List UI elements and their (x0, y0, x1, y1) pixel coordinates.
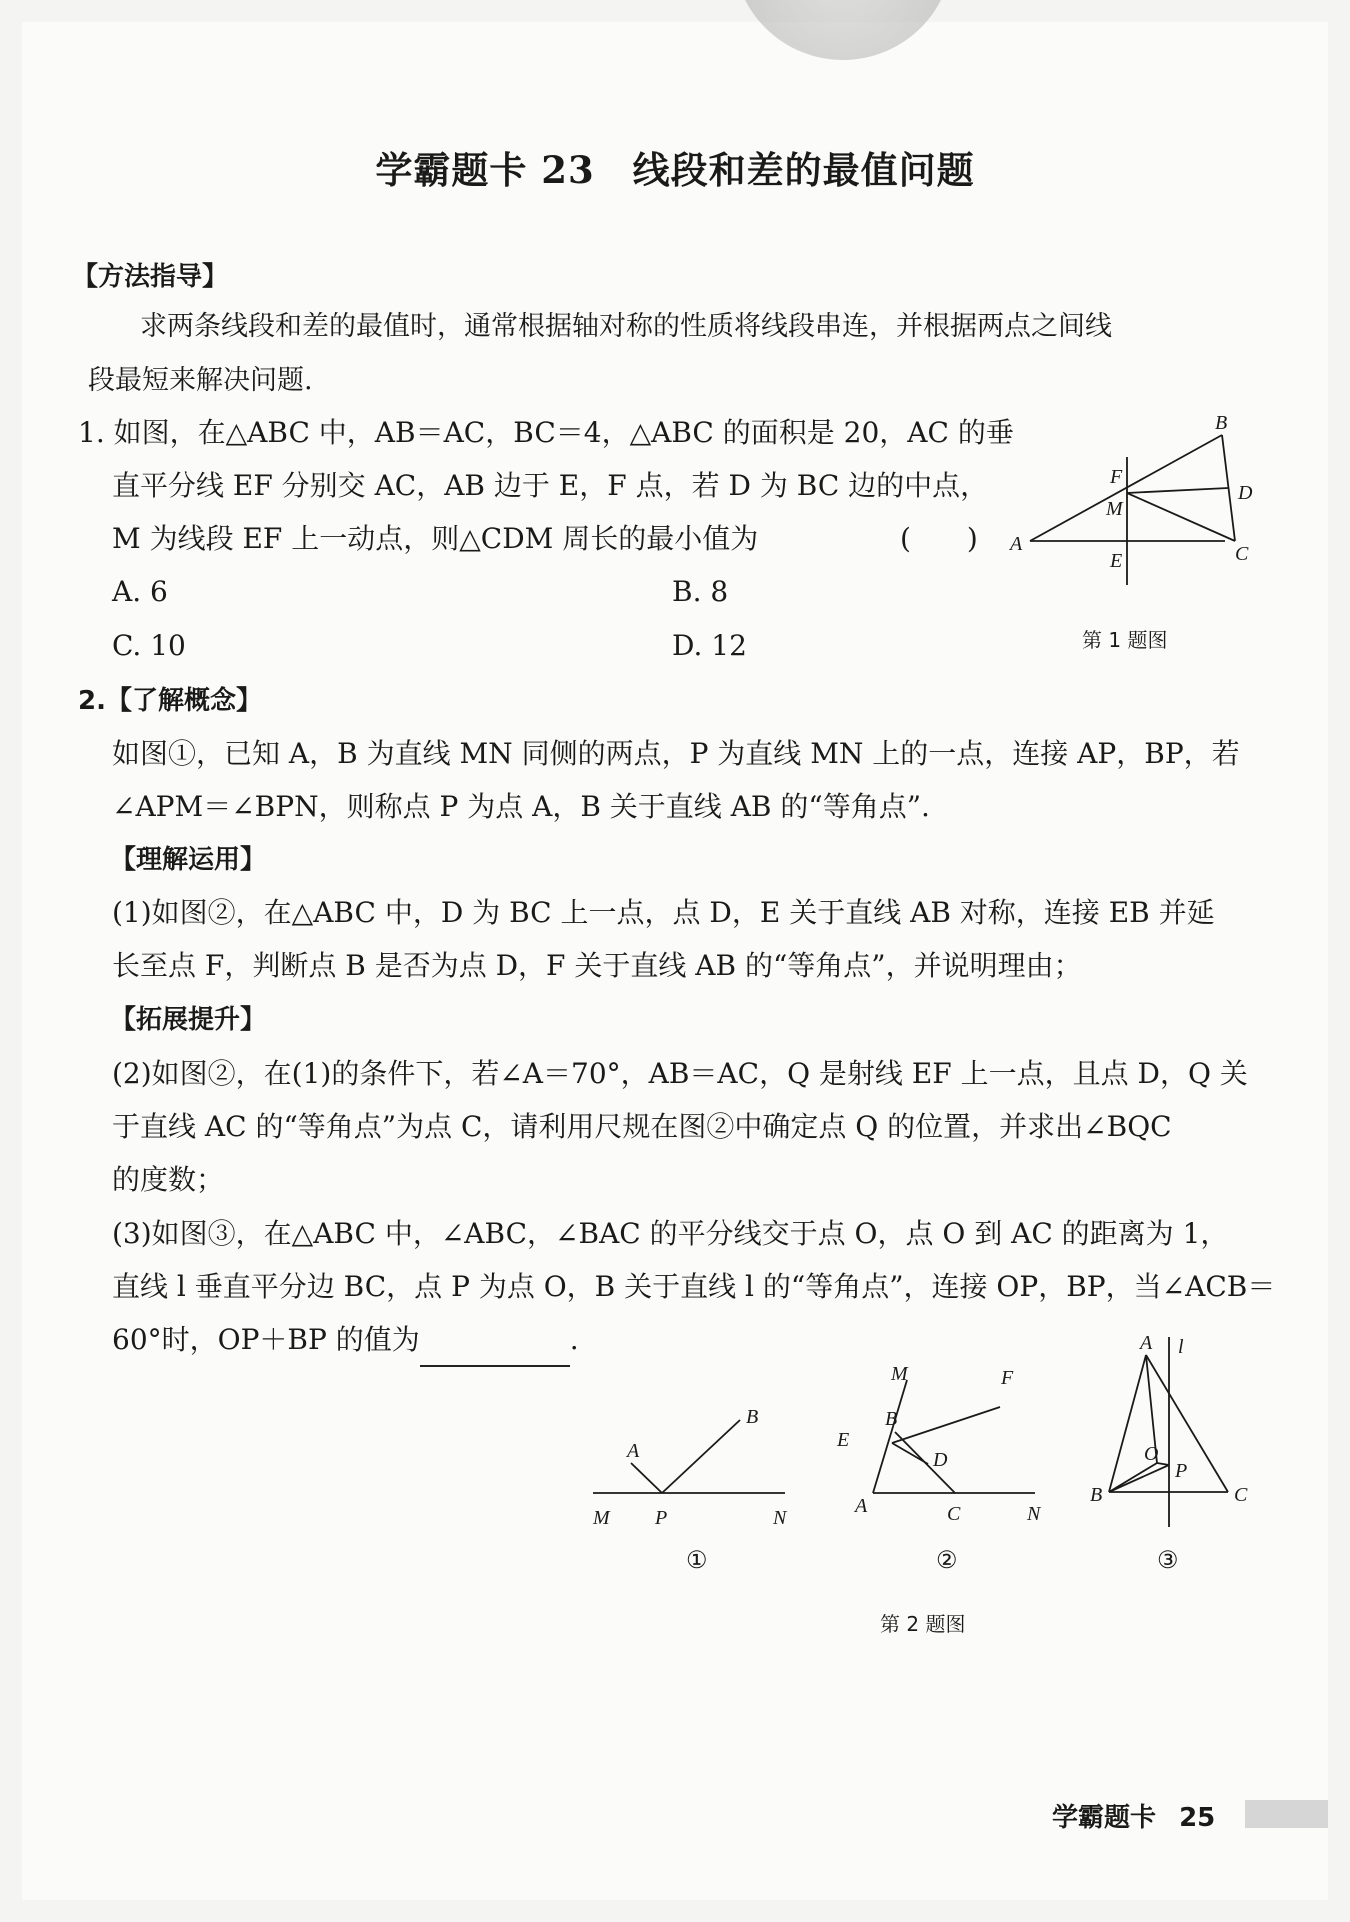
q2-concept-line-1: 如图①，已知 A，B 为直线 MN 同侧的两点，P 为直线 MN 上的一点，连接 AP，BP，若 (112, 737, 1240, 770)
q2-part1-line-1: (1)如图②，在△ABC 中，D 为 BC 上一点，点 D，E 关于直线 AB 对称，连接 EB 并延 (112, 896, 1215, 929)
q1-side-ab (1030, 435, 1222, 541)
page-footer (1052, 1797, 1215, 1834)
q2-extend-heading: 【拓展提升】 (110, 1005, 267, 1035)
q2-part3-line-1: (3)如图③，在△ABC 中，∠ABC，∠BAC 的平分线交于点 O，点 O 到 AC 的距离为 1， (112, 1217, 1229, 1250)
q2-understand-heading: 【理解运用】 (110, 845, 267, 875)
fig2-line-am (873, 1380, 907, 1493)
method-heading: 【方法指导】 (72, 262, 229, 292)
q2-figure-3 (1080, 1325, 1270, 1535)
q1-label-a: A (1010, 533, 1023, 555)
fig3-label-a: A (1140, 1332, 1153, 1354)
q1-segment-mc (1127, 493, 1235, 541)
q2-part2-line-1: (2)如图②，在(1)的条件下，若∠A＝70°，AB＝AC，Q 是射线 EF 上一点，且点 D，Q 关 (112, 1057, 1248, 1090)
q1-option-a: A. 6 (112, 575, 168, 608)
fig2-ray-ef (892, 1407, 1000, 1443)
q2-part1-line-2: 长至点 F，判断点 B 是否为点 D，F 关于直线 AB 的“等角点”，并说明理由； (112, 949, 1082, 982)
fig2-label-c: C (947, 1503, 961, 1525)
fig1-segment-ap (631, 1463, 662, 1493)
title-topic: 线段和差的最值问题 (632, 148, 975, 192)
fig3-label-c: C (1234, 1484, 1248, 1506)
fig3-label-b: B (1090, 1484, 1103, 1506)
q2-part2-line-2: 于直线 AC 的“等角点”为点 C，请利用尺规在图②中确定点 Q 的位置，并求出∠BQC (112, 1110, 1172, 1143)
fig1-number: ① (686, 1546, 708, 1574)
fig2-label-b: B (885, 1408, 898, 1430)
fig2-label-d: D (933, 1449, 948, 1471)
q1-option-b: B. 8 (672, 575, 729, 608)
method-line-1: 求两条线段和差的最值时，通常根据轴对称的性质将线段串连，并根据两点之间线 (140, 311, 1112, 342)
q1-label-m: M (1106, 498, 1123, 520)
page-number: 25 (1179, 1803, 1216, 1833)
q2-concept-line-2: ∠APM＝∠BPN，则称点 P 为点 A，B 关于直线 AB 的“等角点”. (112, 790, 930, 823)
q2-head: 2.【了解概念】 (78, 686, 262, 716)
q1-option-d: D. 12 (672, 629, 747, 662)
footer-label: 学霸题卡 (1052, 1803, 1157, 1833)
fig3-segment-bp (1109, 1465, 1169, 1492)
q2-part3-line-3 (112, 1313, 579, 1367)
fig1-label-p: P (655, 1507, 668, 1529)
q1-line-1: 1. 如图，在△ABC 中，AB＝AC，BC＝4，△ABC 的面积是 20，AC 的垂 (78, 416, 1014, 449)
q1-label-d: D (1238, 482, 1253, 504)
fig3-number: ③ (1157, 1546, 1179, 1574)
title-label: 学霸题卡 23 (375, 148, 595, 192)
fig1-label-a: A (627, 1440, 640, 1462)
q1-option-c: C. 10 (112, 629, 186, 662)
footer-decoration-bar (1245, 1800, 1328, 1828)
fig3-segment-op (1157, 1463, 1169, 1465)
q2-part2-line-3: 的度数； (112, 1163, 225, 1196)
fig2-label-f: F (1001, 1367, 1014, 1389)
fig2-label-m: M (891, 1363, 908, 1385)
q1-line-2: 直平分线 EF 分别交 AC，AB 边于 E，F 点，若 D 为 BC 边的中点， (112, 469, 989, 502)
fig1-label-b: B (746, 1406, 759, 1428)
fig3-label-l: l (1178, 1336, 1184, 1358)
q2-part3-line-2: 直线 l 垂直平分边 BC，点 P 为点 O，B 关于直线 l 的“等角点”，连接 OP，BP，当∠ACB＝ (112, 1270, 1276, 1303)
fig1-label-m: M (593, 1507, 610, 1529)
q1-label-e: E (1110, 550, 1123, 572)
fig2-label-a: A (855, 1495, 868, 1517)
fig2-label-n: N (1027, 1503, 1041, 1525)
fig3-label-p: P (1175, 1460, 1188, 1482)
fig3-side-ab (1109, 1355, 1146, 1492)
q1-figure-caption: 第 1 题图 (1082, 628, 1168, 652)
q1-line-3: M 为线段 EF 上一动点，则△CDM 周长的最小值为 (112, 522, 759, 555)
q2-figure-2 (825, 1360, 1060, 1540)
fig1-label-n: N (773, 1507, 787, 1529)
page-title (0, 140, 1350, 194)
q2-part3-line-3-text: 60°时，OP＋BP 的值为 (112, 1323, 420, 1356)
method-line-2: 段最短来解决问题. (88, 365, 313, 396)
q1-answer-bracket: ( ) (900, 522, 978, 555)
fig1-segment-bp (662, 1420, 740, 1493)
answer-blank[interactable] (420, 1331, 570, 1367)
fig2-number: ② (936, 1546, 958, 1574)
fig2-label-e: E (837, 1429, 850, 1451)
fig3-label-o: O (1144, 1443, 1159, 1465)
q1-figure (1000, 415, 1270, 595)
q2-part3-period: . (569, 1323, 579, 1356)
q1-label-f: F (1110, 466, 1123, 488)
q1-label-c: C (1235, 543, 1249, 565)
q1-label-b: B (1215, 415, 1228, 434)
q1-segment-md (1127, 488, 1228, 493)
q2-figure-caption: 第 2 题图 (880, 1612, 966, 1636)
